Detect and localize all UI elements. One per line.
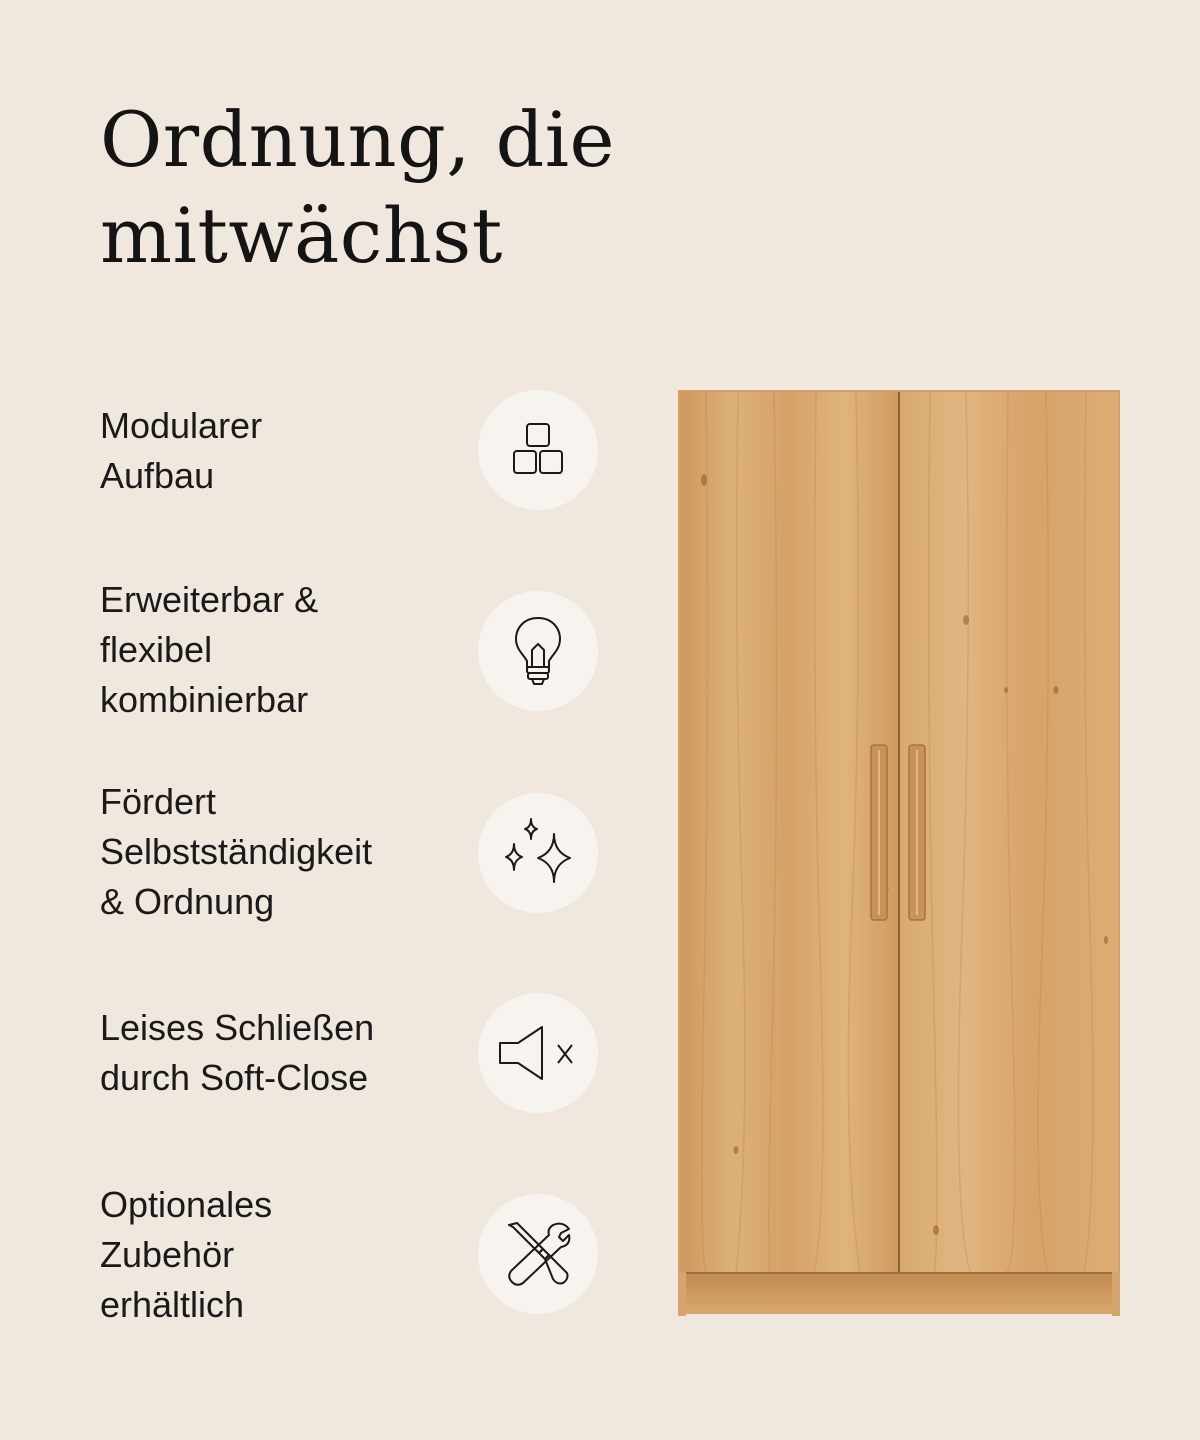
blocks-icon <box>478 390 598 510</box>
feature-independence <box>100 782 660 932</box>
feature-label: Optionales Zubehör erhältlich <box>100 1184 273 1325</box>
feature-extendable <box>100 580 660 730</box>
lightbulb-icon <box>478 591 598 711</box>
wardrobe-image <box>676 390 1122 1320</box>
page-title-line-2: mitwächst <box>100 191 503 280</box>
feature-accessories <box>100 1180 660 1330</box>
feature-modular <box>100 395 660 545</box>
feature-label: Leises Schließen durch Soft-Close <box>100 1007 375 1098</box>
feature-label: Modularer Aufbau <box>100 405 263 496</box>
feature-label: Fördert Selbstständigkeit & Ordnung <box>100 781 373 922</box>
tools-icon <box>478 1194 598 1314</box>
feature-soft-close <box>100 1003 660 1153</box>
feature-label: Erweiterbar & flexibel kombinierbar <box>100 579 319 720</box>
page-title <box>100 92 720 284</box>
mute-icon <box>478 993 598 1113</box>
sparkle-icon <box>478 793 598 913</box>
page-title-line-1: Ordnung, die <box>100 95 616 184</box>
